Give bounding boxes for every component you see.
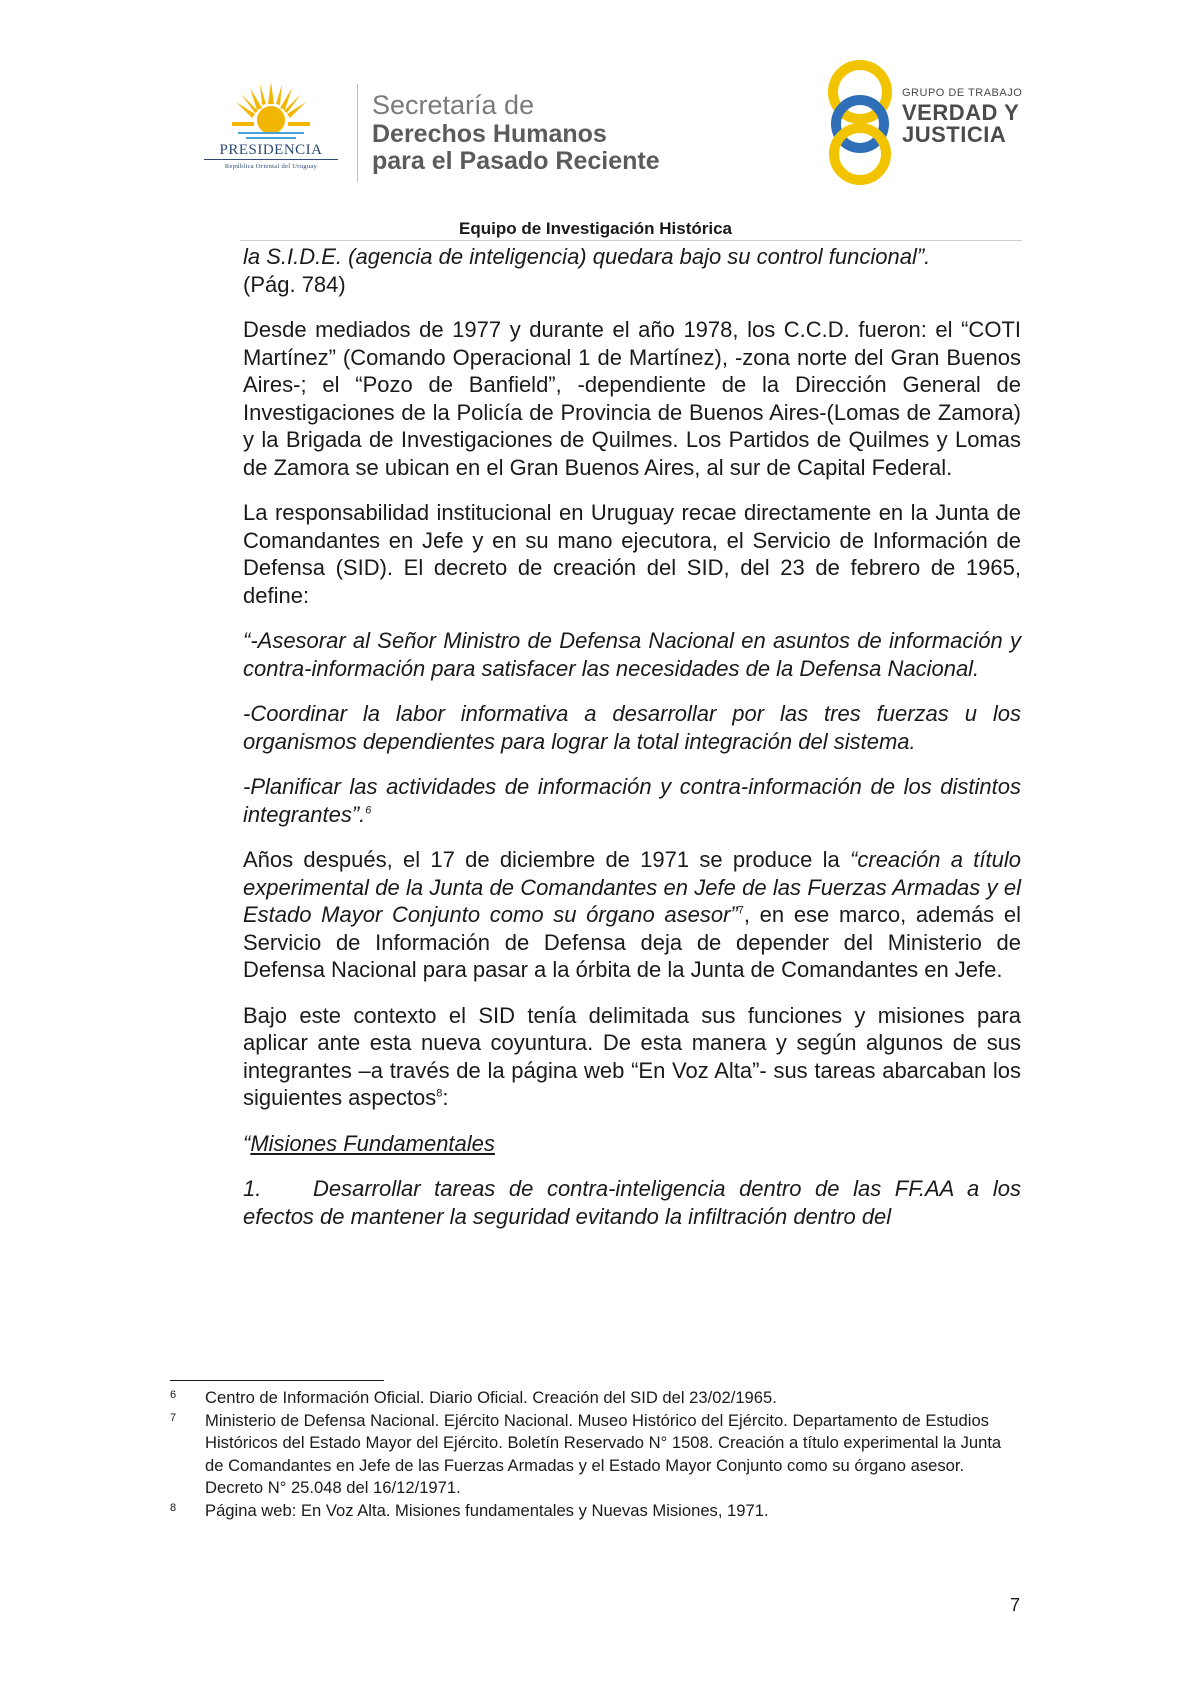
mision-item-1: [243, 1175, 1021, 1230]
quote-continued: la S.I.D.E. (agencia de inteligencia) quedara bajo su control funcional”.: [243, 244, 931, 269]
presidencia-name: PRESIDENCIA: [219, 142, 323, 158]
quote-planificar: [243, 773, 1021, 828]
footnote-mark: 6: [170, 1389, 177, 1401]
mision-item-1-number: 1.: [243, 1176, 262, 1201]
paragraph-contexto-text: Bajo este contexto el SID tenía delimitada sus funciones y misiones para aplicar ante esta nueva coyuntura. De esta manera y según algunos de sus integrantes –a través de la página web “En Voz Alta”- sus tareas abarcaban los siguientes aspectos: [243, 1002, 1021, 1110]
footnote-text: Página web: En Voz Alta. Misiones fundamentales y Nuevas Misiones, 1971.: [205, 1500, 769, 1520]
page-number: 7: [1010, 1595, 1021, 1615]
paragraph-continued: [243, 243, 1021, 298]
secretaria-line-3: para el Pasado Reciente: [372, 147, 660, 175]
secretaria-line-2: Derechos Humanos: [372, 120, 607, 148]
presidencia-rule: [204, 159, 338, 160]
footnote-6: [170, 1387, 1010, 1410]
linked-rings-icon: [820, 58, 900, 186]
paragraph-contexto-end: :: [442, 1085, 449, 1110]
footnote-separator: [170, 1380, 384, 1381]
page-ref: (Pág. 784): [243, 271, 346, 297]
grupo-text: [902, 88, 1022, 146]
grupo-verdad-justicia-logo: [820, 58, 1040, 186]
paragraph-anos-despues-a: Años después, el 17 de diciembre de 1971 se produce la: [243, 847, 851, 872]
footnote-ref-6: 6: [365, 804, 372, 817]
misiones-open-quote: “: [243, 1130, 251, 1156]
presidencia-subtitle: República Oriental del Uruguay: [224, 163, 318, 170]
footnote-ref-8: 8: [436, 1087, 443, 1100]
quote-planificar-text: -Planificar las actividades de información y contra-información de los distintos integrantes”.: [243, 774, 1021, 827]
paragraph-anos-despues: [243, 846, 1021, 984]
team-title: Equipo de Investigación Histórica: [459, 219, 732, 238]
grupo-small-label: GRUPO DE TRABAJO: [902, 87, 1023, 99]
quote-asesorar: “-Asesorar al Señor Ministro de Defensa Nacional en asuntos de información y contra-información para satisfacer las necesidades de la Defensa Nacional.: [243, 628, 1021, 681]
grupo-line-2: JUSTICIA: [902, 122, 1007, 147]
footnote-mark: 7: [170, 1411, 177, 1424]
misiones-heading: [243, 1130, 1021, 1158]
secretaria-line-1: Secretaría de: [372, 90, 535, 120]
body-text: [243, 243, 1021, 1248]
header-rule: [240, 240, 1022, 241]
footnote-8: [170, 1500, 1010, 1523]
secretaria-logo-text: [372, 92, 660, 174]
footnote-text: Centro de Información Oficial. Diario Oficial. Creación del SID del 23/02/1965.: [205, 1388, 777, 1407]
presidencia-logo: [196, 82, 346, 182]
quote-coordinar: -Coordinar la labor informativa a desarrollar por las tres fuerzas u los organismos dependientes para lograr la total integración del sistema.: [243, 701, 1021, 754]
footnote-7: [170, 1410, 1010, 1500]
paragraph-responsabilidad: La responsabilidad institucional en Uruguay recae directamente en la Junta de Comandantes en Jefe y en su mano ejecutora, el Servicio de Información de Defensa (SID). El decreto de creación del SID, del 23 de febrero de 1965, define:: [243, 500, 1021, 608]
footnote-text: Ministerio de Defensa Nacional. Ejército Nacional. Museo Histórico del Ejército. Departamento de Estudios Históricos del Estado Mayor del Ejército. Boletín Reservado N° 1508. Creación a título experimental la Junta de Comandantes en Jefe de las Fuerzas Armadas y el Estado Mayor Conjunto como su órgano asesor. Decreto N° 25.048 del 16/12/1971.: [205, 1410, 1002, 1497]
page-header: [0, 0, 1191, 240]
header-divider: [357, 84, 358, 182]
footnotes: [170, 1387, 1010, 1522]
mision-item-1-text: Desarrollar tareas de contra-inteligencia dentro de las FF.AA a los efectos de mantener la seguridad evitando la infiltración dentro del: [243, 1176, 1021, 1229]
paragraph-ccd: Desde mediados de 1977 y durante el año 1978, los C.C.D. fueron: el “COTI Martínez” (Comando Operacional 1 de Martínez), -zona norte del Gran Buenos Aires-; el “Pozo de Banfield”, -dependiente de la Dirección General de Investigaciones de la Policía de Provincia de Buenos Aires-(Lomas de Zamora) y la Brigada de Investigaciones de Quilmes. Los Partidos de Quilmes y Lomas de Zamora se ubican en el Gran Buenos Aires, al sur de Capital Federal.: [243, 317, 1021, 480]
grupo-line-1: VERDAD Y: [902, 100, 1020, 125]
footnote-mark: 8: [170, 1501, 177, 1514]
paragraph-anos-despues-b: , en ese marco, además el Servicio de Información de Defensa deja de depender del Ministerio de Defensa Nacional para pasar a la órbita de la Junta de Comandantes en Jefe.: [243, 902, 1021, 982]
paragraph-contexto: [243, 1002, 1021, 1112]
quote-creacion: “creación a título experimental de la Junta de Comandantes en Jefe de las Fuerzas Armadas y el Estado Mayor Conjunto como su órgano asesor”: [243, 847, 1021, 927]
misiones-title: Misiones Fundamentales: [250, 1130, 495, 1156]
sun-emblem-icon: [232, 82, 310, 144]
footnote-ref-7: 7: [737, 904, 744, 917]
